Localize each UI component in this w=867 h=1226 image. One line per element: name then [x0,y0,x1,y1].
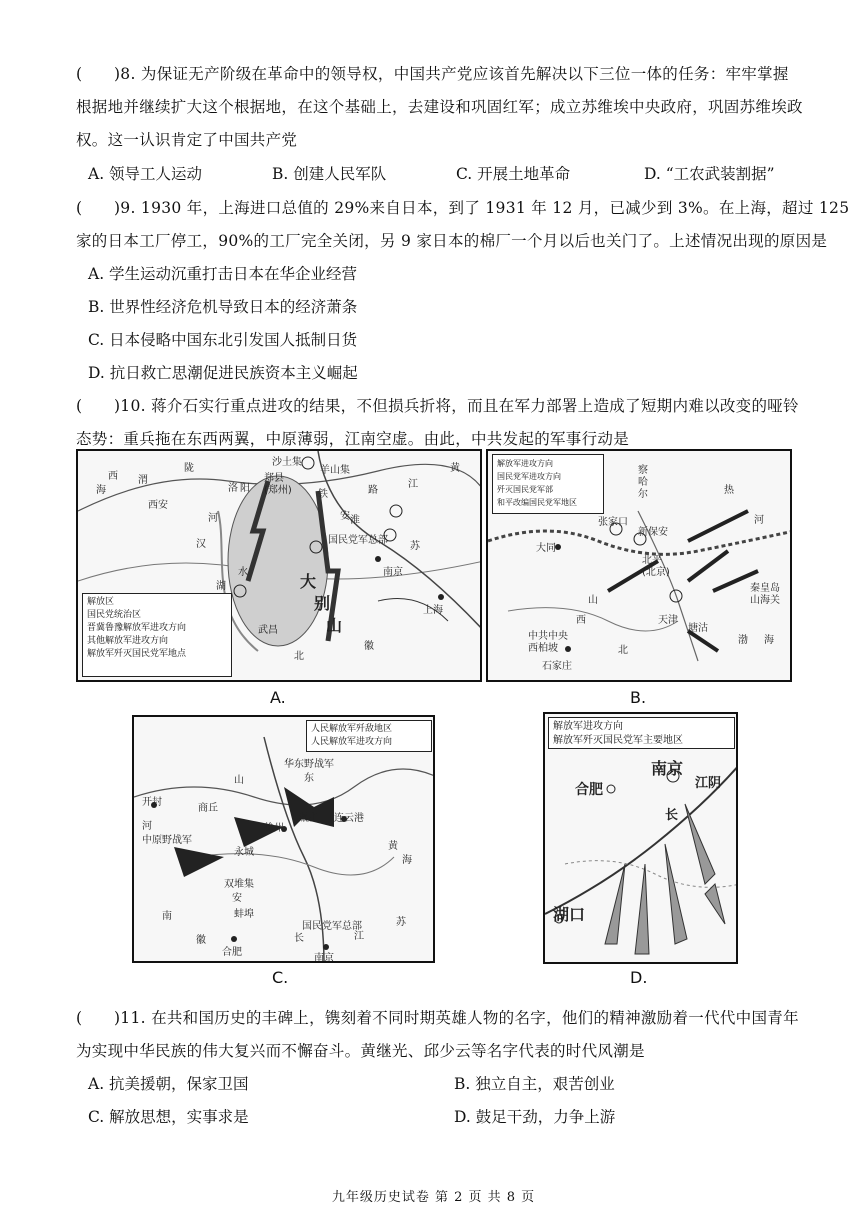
map-c-place-24: 长 [294,933,304,944]
map-b-place-3: 北平 [642,555,662,566]
map-a-place-30: 渭 [138,475,148,486]
q8-line-1: ( )8. 为保证无产阶级在革命中的领导权，中国共产党应该首先解决以下三位一体的任务：牢牢掌握 [76,65,789,83]
map-a-legend-item-4: 其他解放军进攻方向 [87,636,169,646]
map-a-place-19: 北 [294,651,304,662]
map-a-place-31: 西 [108,471,118,482]
map-b-place-12: 秦皇岛 [750,583,780,594]
map-b-label: B. [630,688,647,707]
map-d-drawing [545,714,738,964]
map-a-legend-item-1: 解放区 [87,597,115,607]
map-a-place-4: (郑州) [264,485,292,496]
map-a-place-24: 陇 [184,463,194,474]
map-a-place-23: 苏 [410,541,420,552]
map-a-legend-item-3: 晋冀鲁豫解放军进攻方向 [87,623,187,633]
map-d-place-1: 南京 [651,759,684,778]
q8-option-b: B. 创建人民军队 [272,165,387,183]
q9-line-2: 家的日本工厂停工，90%的工厂完全关闭，另 9 家日本的棉厂一个月以后也关门了。上述情况出现的原因是 [76,232,828,250]
map-b-place-22: 北 [618,645,628,656]
map-b-place-21: 西 [576,615,586,626]
map-a-legend-item-2: 国民党统治区 [87,610,142,620]
map-c-legend-item-2: 人民解放军进攻方向 [311,737,393,747]
q10-line-1: ( )10. 蒋介石实行重点进攻的结果，不但损兵折将，而且在军力部署上造成了短期内难以改变的哑铃 [76,397,799,415]
map-b-place-14: 哈 [638,477,648,488]
map-a-place-5: 西安 [148,500,168,511]
map-d [543,712,738,964]
map-d-place-4: 江阴 [695,776,722,791]
q8-line-2: 根据地并继续扩大这个根据地，在这个基础上，去建设和巩固红军；成立苏维埃中央政府，巩固苏维埃政 [76,98,803,116]
map-a-place-12: 山 [326,616,343,635]
map-c-place-4: 商丘 [198,803,218,814]
map-c-place-10: 南京 [314,953,334,963]
map-d-place-2: 合肥 [575,782,603,798]
q11-option-c: C. 解放思想，实事求是 [88,1108,249,1126]
q9-option-c: C. 日本侵略中国东北引发国人抵制日货 [88,331,358,349]
map-a-place-11: 别 [314,594,331,613]
map-b [486,449,792,682]
map-c-place-14: 山 [234,775,244,786]
q8-option-d: D. “工农武装割据” [644,165,775,183]
map-a-place-29: 阳 [240,483,250,494]
map-c-legend-item-1: 人民解放军歼敌地区 [311,724,393,734]
map-c-place-7: 双堆集 [224,879,254,890]
map-b-legend-item-1: 解放军进攻方向 [497,459,553,468]
map-c-place-19: 徽 [196,935,206,946]
map-c-place-12: 碾庄 [298,813,318,824]
map-c-place-2: 连云港 [334,813,364,824]
map-a-place-27: 路 [368,485,378,496]
map-c-place-17: 南 [162,911,172,922]
map-b-legend-item-4: 和平改编国民党军地区 [497,498,577,507]
map-b-legend-item-3: 歼灭国民党军部 [497,485,553,494]
map-d-legend-item-1: 解放军进攻方向 [553,721,623,732]
map-b-legend-item-2: 国民党军进攻方向 [497,472,561,481]
map-d-label: D. [630,968,648,987]
q11-line-2: 为实现中华民族的伟大复兴而不懈奋斗。黄继光、邱少云等名字代表的时代风潮是 [76,1042,645,1060]
map-a-place-7: 上海 [423,605,443,616]
map-c-place-21: 苏 [396,917,406,928]
map-a-place-15: 淮 [350,515,360,526]
map-c-place-3: 开封 [142,797,162,808]
map-d-legend [548,717,735,749]
map-c-label: C. [272,968,289,987]
map-c [132,715,435,963]
map-a-place-9: 国民党军总部 [328,535,388,546]
map-b-place-4: (北京) [642,567,670,578]
map-b-place-7: 大同 [536,543,556,554]
map-c-place-6: 中原野战军 [142,835,192,846]
map-b-place-10: 石家庄 [542,661,572,672]
q11-option-b: B. 独立自主，艰苦创业 [454,1075,615,1093]
page-footer: 九年级历史试卷 第 2 页 共 8 页 [331,1190,536,1205]
map-b-place-15: 尔 [638,489,648,500]
map-b-place-19: 海 [764,635,774,646]
map-b-place-2: 新保安 [638,527,668,538]
map-a-place-10: 大 [300,572,317,591]
map-a-place-18: 湖 [216,581,226,592]
map-b-place-1: 张家口 [598,517,628,528]
map-a-legend-item-5: 解放军歼灭国民党军地点 [87,649,187,659]
map-a-place-26: 铁 [318,489,328,500]
map-a-place-17: 水 [238,567,248,578]
map-b-place-9: 西柏坡 [528,643,558,654]
map-c-legend [306,720,432,752]
map-a-place-25: 海 [96,485,106,496]
map-c-place-15: 东 [304,773,314,784]
map-a-place-6: 南京 [383,567,403,578]
map-c-place-20: 江 [354,931,364,942]
map-a-label: A. [270,688,286,707]
q11-line-1: ( )11. 在共和国历史的丰碑上，镌刻着不同时期英雄人物的名字，他们的精神激励着一代代中国青年 [76,1009,799,1027]
q9-option-d: D. 抗日救亡思潮促进民族资本主义崛起 [88,364,358,382]
map-c-place-23: 海 [402,855,412,866]
map-b-place-11: 山海关 [750,595,780,606]
map-d-legend-item-2: 解放军歼灭国民党军主要地区 [553,735,683,746]
map-b-place-5: 天津 [658,615,678,626]
map-a-place-3: 郑县 [264,473,284,484]
q8-option-a: A. 领导工人运动 [88,165,203,183]
map-c-place-5: 徐州 [264,823,284,834]
map-c-place-8: 蚌埠 [234,909,254,920]
map-a-place-16: 汉 [196,539,206,550]
map-c-place-18: 安 [232,893,242,904]
map-b-place-20: 山 [588,595,598,606]
map-a-place-22: 江 [408,479,418,490]
map-b-place-17: 河 [754,515,764,526]
q8-option-c: C. 开展土地革命 [456,165,571,183]
map-a-place-2: 羊山集 [320,465,350,476]
q11-option-a: A. 抗美援朝，保家卫国 [88,1075,249,1093]
map-a-place-8: 武昌 [258,625,278,636]
map-c-place-9: 合肥 [222,947,242,958]
q8-line-3: 权。这一认识肯定了中国共产党 [76,131,298,149]
map-a-place-13: 黄 [450,463,460,474]
map-b-place-16: 热 [724,485,734,496]
map-c-place-13: 永城 [234,847,254,858]
map-a [76,449,482,682]
q10-line-2: 态势：重兵拖在东西两翼，中原薄弱，江南空虚。由此，中共发起的军事行动是 [76,430,630,448]
map-c-place-1: 华东野战军 [284,759,334,770]
map-a-place-28: 洛 [228,483,238,494]
map-d-place-5: 长 [665,808,679,823]
map-b-place-18: 渤 [738,635,748,646]
map-a-legend [82,593,232,677]
map-b-place-8: 中共中央 [528,631,568,642]
q9-option-a: A. 学生运动沉重打击日本在华企业经营 [88,265,358,283]
map-b-place-6: 塘沽 [688,623,708,634]
q11-option-d: D. 鼓足干劲，力争上游 [454,1108,616,1126]
map-a-place-21: 徽 [364,641,374,652]
map-c-place-22: 黄 [388,841,398,852]
map-c-place-16: 河 [142,821,152,832]
map-a-place-1: 沙土集 [272,457,302,468]
map-c-place-11: 国民党军总部 [302,921,362,932]
map-a-place-20: 安 [340,511,350,522]
map-b-legend [492,454,604,514]
map-a-place-14: 河 [208,513,218,524]
q9-option-b: B. 世界性经济危机导致日本的经济萧条 [88,298,358,316]
q9-line-1: ( )9. 1930 年，上海进口总值的 29%来自日本，到了 1931 年 12 月，已减少到 3%。在上海，超过 125 [76,199,850,217]
map-d-place-3: 湖口 [553,905,586,924]
map-b-place-13: 察 [638,465,648,476]
